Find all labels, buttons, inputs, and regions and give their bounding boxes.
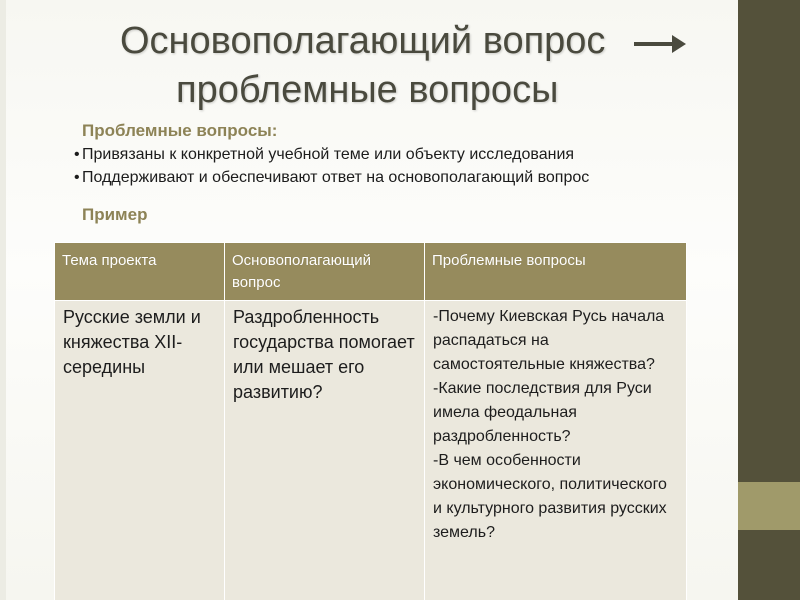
left-edge-strip — [0, 0, 6, 600]
problem-question: -В чем особенности экономического, политического и культурного развития русских земель? — [433, 452, 667, 541]
table-header-row — [55, 243, 687, 301]
cell-problem-questions — [425, 301, 687, 600]
header-essential-question: Основополагающий вопрос — [225, 243, 425, 301]
table-row — [55, 301, 687, 600]
bullet-dot-icon: • — [74, 146, 80, 163]
section-heading: Проблемные вопросы: — [82, 121, 278, 140]
example-label: Пример — [82, 205, 148, 224]
bullet-item — [74, 168, 714, 188]
bullet-text: Поддерживают и обеспечивают ответ на основополагающий вопрос — [82, 169, 590, 186]
right-side-bar-block — [738, 482, 800, 530]
problem-question: -Какие последствия для Руси имела феодальная раздробленность? — [433, 380, 652, 445]
example-table — [54, 242, 687, 600]
slide-title-line-2: проблемные вопросы — [176, 69, 559, 111]
cell-essential-question: Раздробленность государства помогает или мешает его развитию? — [225, 301, 425, 600]
slide-title-line-1: Основополагающий вопрос — [120, 20, 606, 62]
bullet-item — [74, 145, 714, 165]
right-arrow-icon — [632, 30, 688, 56]
bullet-text: Привязаны к конкретной учебной теме или объекту исследования — [82, 146, 575, 163]
header-project-topic: Тема проекта — [55, 243, 225, 301]
bullet-dot-icon: • — [74, 169, 80, 186]
problem-question: -Почему Киевская Русь начала распадаться на самостоятельные княжества? — [433, 308, 665, 373]
header-problem-questions: Проблемные вопросы — [425, 243, 687, 301]
cell-project-topic: Русские земли и княжества XII-середины — [55, 301, 225, 600]
